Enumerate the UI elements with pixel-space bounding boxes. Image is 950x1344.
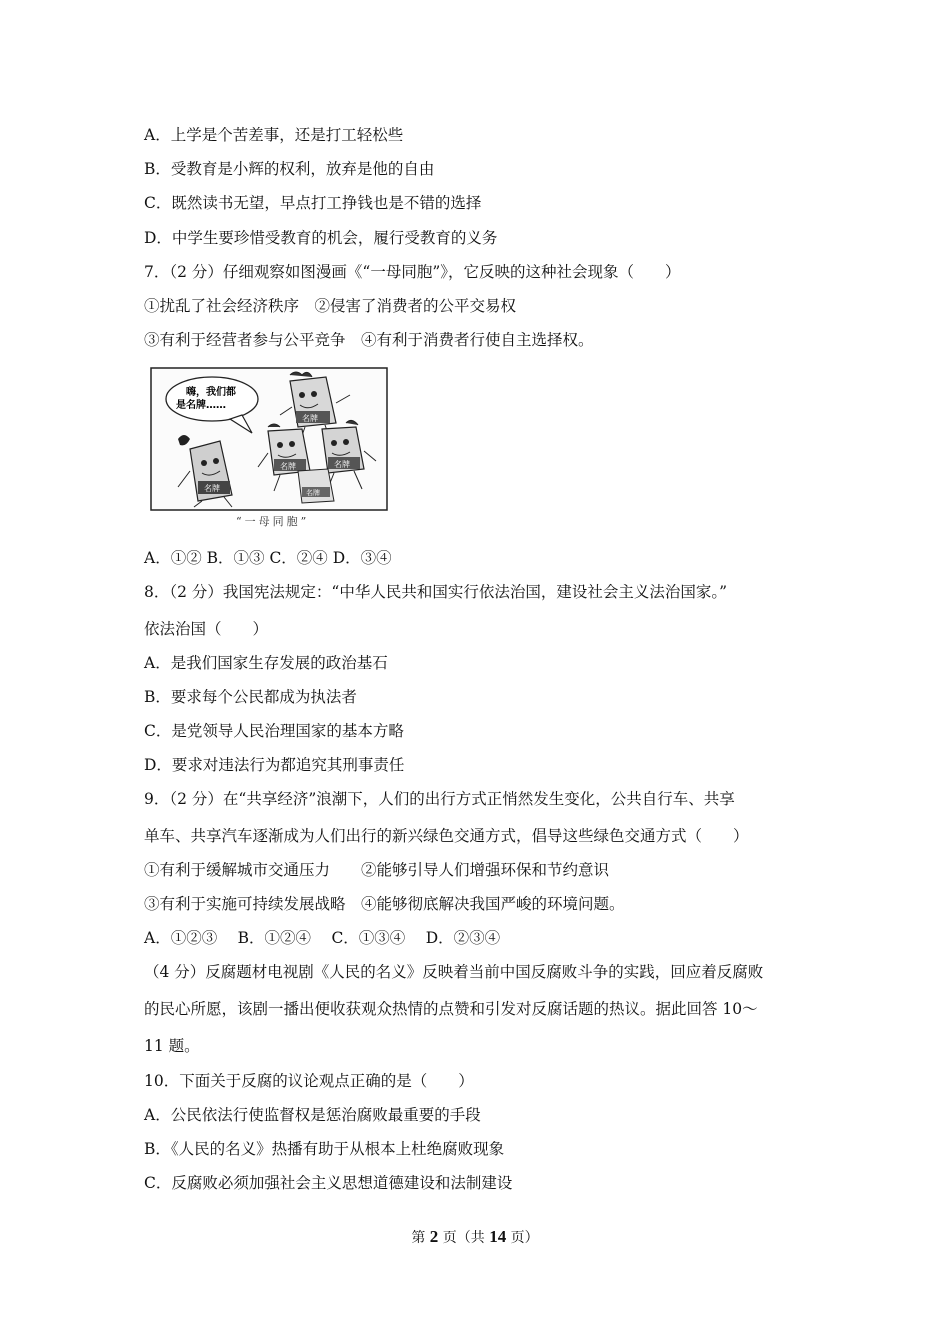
q6-option-c: C．既然读书无望，早点打工挣钱也是不错的选择	[144, 194, 482, 212]
q6-option-d: D．中学生要珍惜受教育的机会，履行受教育的义务	[144, 229, 498, 247]
q9-stem-2: 单车、共享汽车逐渐成为人们出行的新兴绿色交通方式，倡导这些绿色交通方式（ ）	[144, 827, 749, 845]
material-intro-1: （4 分）反腐题材电视剧《人民的名义》反映着当前中国反腐败斗争的实践，回应着反腐败	[144, 963, 764, 981]
cartoon-caption: “一母同胞”	[236, 515, 310, 528]
material-intro-2: 的民心所愿，该剧一播出便收获观众热情的点赞和引发对反腐话题的热议。据此回答 10～	[144, 1000, 758, 1018]
q7-statements-2: ③有利于经营者参与公平竞争 ④有利于消费者行使自主选择权。	[144, 331, 594, 349]
q9-statements-1: ①有利于缓解城市交通压力 ②能够引导人们增强环保和节约意识	[144, 861, 610, 879]
brand-label: 名牌	[306, 489, 320, 497]
brand-label: 名牌	[302, 414, 318, 423]
cartoon-drawing	[150, 367, 388, 529]
q8-option-a: A．是我们国家生存发展的政治基石	[144, 654, 388, 672]
footer-mid: 页（共	[442, 1230, 485, 1246]
footer-page-number: 2	[429, 1227, 439, 1246]
footer-total-pages: 14	[489, 1227, 507, 1246]
q8-option-d: D．要求对违法行为都追究其刑事责任	[144, 756, 405, 774]
footer-post: 页）	[510, 1230, 539, 1246]
q6-option-a: A．上学是个苦差事，还是打工轻松些	[144, 126, 404, 144]
q7-statements-1: ①扰乱了社会经济秩序 ②侵害了消费者的公平交易权	[144, 297, 517, 315]
cartoon-illustration	[150, 367, 388, 529]
page-footer	[0, 1227, 950, 1247]
q8-option-c: C．是党领导人民治理国家的基本方略	[144, 722, 404, 740]
brand-figure-bottom	[298, 469, 334, 503]
q8-stem-2: 依法治国（ ）	[144, 620, 269, 638]
speech-line-2: 是名牌……	[176, 400, 226, 411]
q10-stem: 10．下面关于反腐的议论观点正确的是（ ）	[144, 1072, 474, 1090]
q8-option-b: B．要求每个公民都成为执法者	[144, 688, 357, 706]
speech-line-1: 嗨，我们都	[186, 387, 236, 398]
q10-option-a: A．公民依法行使监督权是惩治腐败最重要的手段	[144, 1106, 481, 1124]
q9-stem-1: 9．（2 分）在“共享经济”浪潮下，人们的出行方式正悄然发生变化，公共自行车、共享	[144, 790, 735, 808]
q7-stem: 7．（2 分）仔细观察如图漫画《“一母同胞”》，它反映的这种社会现象（ ）	[144, 263, 681, 281]
q7-options: A．①② B．①③ C．②④ D．③④	[144, 549, 392, 567]
q9-statements-2: ③有利于实施可持续发展战略 ④能够彻底解决我国严峻的环境问题。	[144, 895, 625, 913]
q9-options: A．①②③ B．①②④ C．①③④ D．②③④	[144, 929, 501, 947]
brand-label: 名牌	[204, 484, 220, 493]
q10-option-c: C．反腐败必须加强社会主义思想道德建设和法制建设	[144, 1174, 513, 1192]
brand-label: 名牌	[334, 460, 350, 469]
material-intro-3: 11 题。	[144, 1037, 200, 1055]
q6-option-b: B．受教育是小辉的权利，放弃是他的自由	[144, 160, 435, 178]
footer-pre: 第	[411, 1230, 426, 1246]
q10-option-b: B．《人民的名义》热播有助于从根本上杜绝腐败现象	[144, 1140, 505, 1158]
q8-stem-1: 8．（2 分）我国宪法规定：“中华人民共和国实行依法治国，建设社会主义法治国家。”	[144, 583, 728, 601]
brand-label: 名牌	[280, 462, 296, 471]
